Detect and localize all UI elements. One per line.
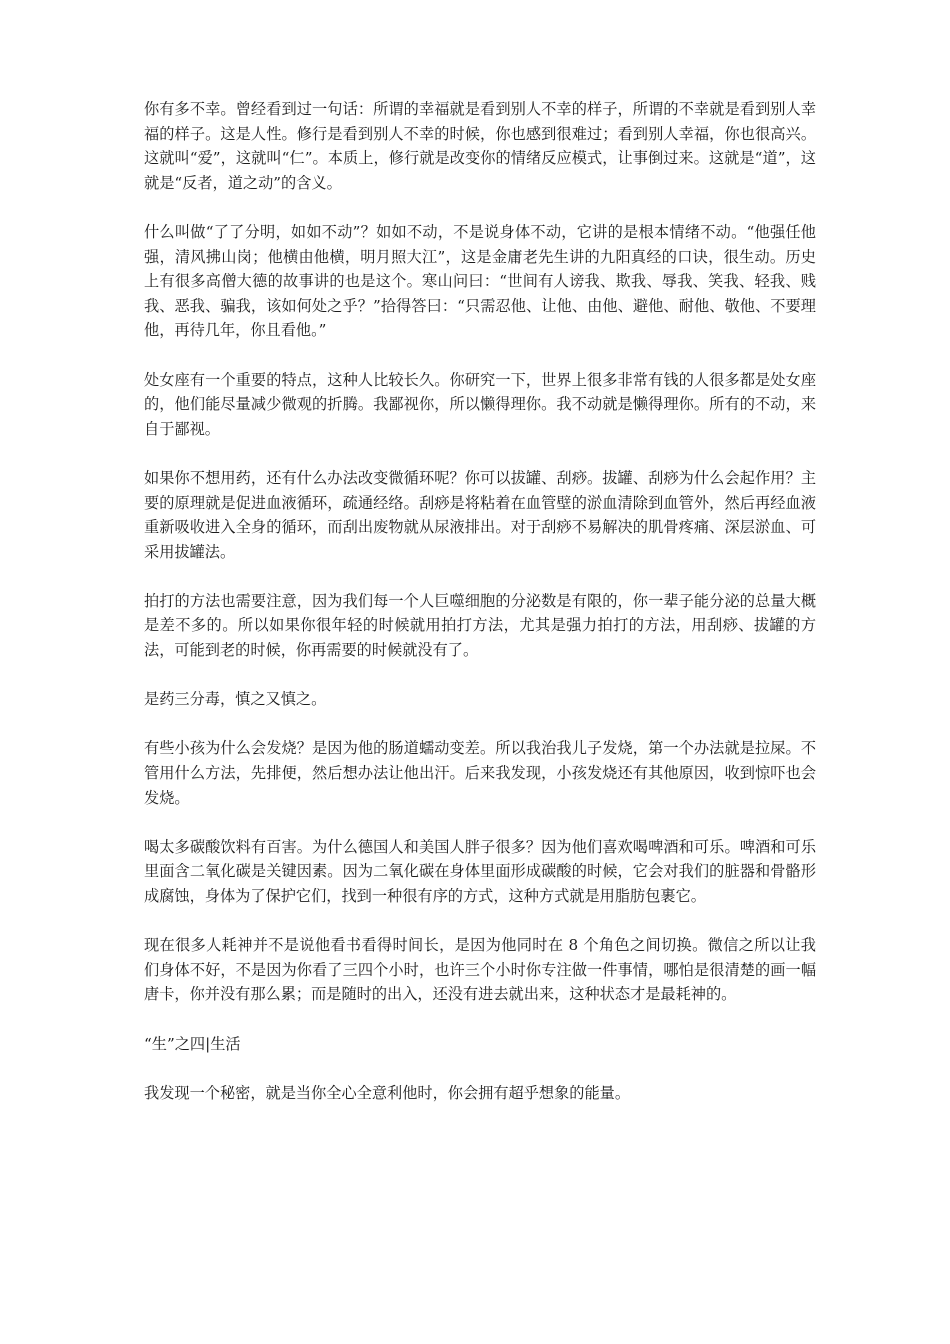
paragraph-cupping: 如果你不想用药，还有什么办法改变微循环呢？你可以拔罐、刮痧。拔罐、刮痧为什么会起作用？主要的原理就是促进血液循环，疏通经络。刮痧是将粘着在血管壁的淤血清除到血管外，然后再经血液重新吸收进入全身的循环，而刮出废物就从尿液排出。对于刮痧不易解决的肌骨疼痛、深层淤血、可采用拔罐法。 [144, 468, 816, 561]
section-heading-life: “生”之四|生活 [144, 1034, 241, 1053]
paragraph-unmoved: 什么叫做“了了分明，如如不动”？如如不动，不是说身体不动，它讲的是根本情绪不动。“他强任他强，清风拂山岗；他横由他横，明月照大江”，这是金庸老先生讲的九阳真经的口诀，很生动。历史上有很多高僧大德的故事讲的也是这个。寒山问曰：“世间有人谤我、欺我、辱我、笑我、轻我、贱我、恶我、骗我，该如何处之乎？”拾得答曰：“只需忍他、让他、由他、避他、耐他、敬他、不要理他，再待几年，你且看他。” [144, 222, 816, 340]
paragraph-fever: 有些小孩为什么会发烧？是因为他的肠道蠕动变差。所以我治我儿子发烧，第一个办法就是拉屎。不管用什么方法，先排便，然后想办法让他出汗。后来我发现，小孩发烧还有其他原因，收到惊吓也会发烧。 [144, 739, 816, 807]
paragraph-energy: 现在很多人耗神并不是说他看书看得时间长，是因为他同时在 8 个角色之间切换。微信之所以让我们身体不好，不是因为你看了三四个小时，也许三个小时你专注做一件事情，哪怕是很清楚的画一幅唐卡，你并没有那么累；而是随时的出入，还没有进去就出来，这种状态才是最耗神的。 [144, 936, 816, 1004]
paragraph-soda: 喝太多碳酸饮料有百害。为什么德国人和美国人胖子很多？因为他们喜欢喝啤酒和可乐。啤酒和可乐里面含二氧化碳是关键因素。因为二氧化碳在身体里面形成碳酸的时候，它会对我们的脏器和骨骼形成腐蚀，身体为了保护它们，找到一种很有序的方式，这种方式就是用脂肪包裹它。 [144, 837, 816, 905]
paragraph-patting: 拍打的方法也需要注意，因为我们每一个人巨噬细胞的分泌数是有限的，你一辈子能分泌的总量大概是差不多的。所以如果你很年轻的时候就用拍打方法，尤其是强力拍打的方法，用刮痧、拔罐的方法，可能到老的时候，你再需要的时候就没有了。 [144, 591, 816, 660]
document-page [144, 97, 816, 1130]
paragraph-virgo: 处女座有一个重要的特点，这种人比较长久。你研究一下，世界上很多非常有钱的人很多都是处女座的，他们能尽量减少微观的折腾。我鄙视你，所以懒得理你。我不动就是懒得理你。所有的不动，来自于鄙视。 [144, 370, 816, 438]
paragraph-medicine: 是药三分毒，慎之又慎之。 [144, 690, 327, 709]
paragraph-secret: 我发现一个秘密，就是当你全心全意利他时，你会拥有超乎想象的能量。 [144, 1083, 630, 1102]
paragraph-happiness: 你有多不幸。曾经看到过一句话：所谓的幸福就是看到别人不幸的样子，所谓的不幸就是看到别人幸福的样子。这是人性。修行是看到别人不幸的时候，你也感到很难过；看到别人幸福，你也很高兴。这就叫“爱”，这就叫“仁”。本质上，修行就是改变你的情绪反应模式，让事倒过来。这就是“道”，这就是“反者，道之动”的含义。 [144, 100, 816, 192]
